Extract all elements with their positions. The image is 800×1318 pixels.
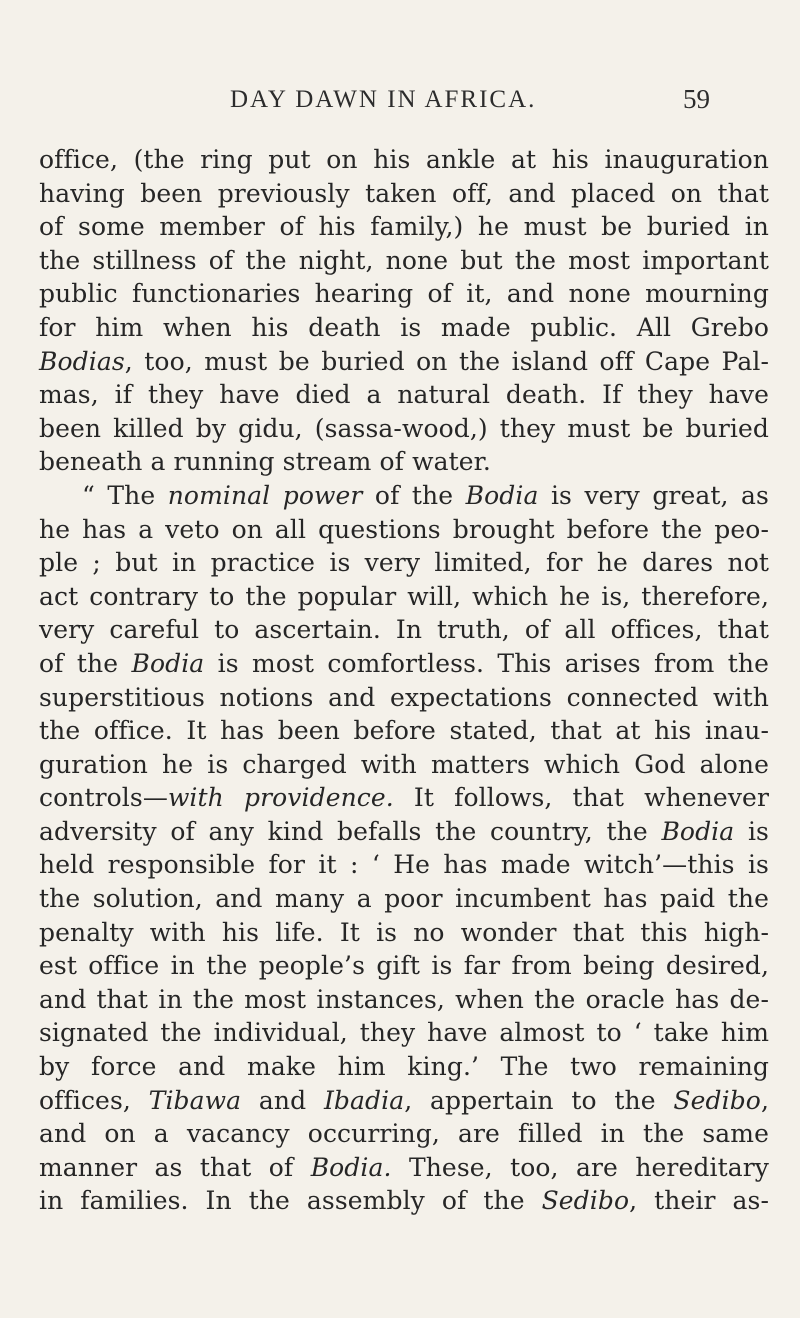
text-line [39,1184,769,1218]
text-run: ple ; but in practice is very limited, for he dares not [39,548,769,578]
page-number: 59 [683,84,710,114]
text-run: , [760,1085,769,1115]
text-line [39,681,769,715]
text-run: and [241,1085,324,1115]
text-line [39,479,769,513]
text-run: is most comfortless. This arises from the [204,648,769,678]
text-run: and that in the most instances, when the oracle has de- [39,984,769,1014]
italic-text: with providence. [167,783,394,813]
italic-text: Tibawa [148,1085,242,1115]
text-run: the solution, and many a poor incumbent has paid the [39,884,769,914]
text-run: office, (the ring put on his ankle at his inauguration [39,145,769,174]
text-run: superstitious notions and expectations connected with [39,682,769,712]
text-line [39,311,769,345]
text-run: is [734,816,769,846]
italic-text: Ibadia [323,1085,405,1115]
text-run: controls— [39,783,168,813]
text-run: is very great, as [538,480,769,510]
text-line [39,916,769,950]
text-run: by force and make him king.’ The two remaining [39,1052,769,1082]
text-line [39,412,769,446]
text-line [39,143,769,177]
text-run: , their as- [629,1186,769,1216]
text-run: signated the individual, they have almost to ‘ take him [39,1018,769,1048]
text-line [39,1084,769,1118]
text-run: and on a vacancy occurring, are filled in the same [39,1119,769,1149]
text-run: mas, if they have died a natural death. If they have [39,380,769,410]
text-line [39,244,769,278]
text-line [39,580,769,614]
text-line [39,546,769,580]
text-line [39,848,769,882]
text-line [39,983,769,1017]
text-line [39,882,769,916]
text-run: , too, must be buried on the island off Cape Pal- [124,346,769,376]
text-run: the office. It has been before stated, that at his inau- [39,716,769,746]
text-run: “ The [82,480,168,510]
italic-text: Bodia [131,648,205,678]
text-line [39,815,769,849]
text-run: in families. In the assembly of the [39,1186,542,1216]
text-run: held responsible for it : ‘ He has made witch’—this is [39,850,769,880]
text-line [39,714,769,748]
italic-text: nominal power [167,480,363,510]
running-title: DAY DAWN IN AFRICA. [230,86,537,113]
text-run: public functionaries hearing of it, and none mourning [39,279,769,309]
italic-text: Bodia [661,816,735,846]
italic-text: Bodias [39,346,125,376]
text-line [39,647,769,681]
text-line [39,748,769,782]
body-text [39,143,769,1218]
italic-text: Sedibo [541,1186,630,1216]
text-line [39,781,769,815]
text-line [39,1151,769,1185]
text-run: penalty with his life. It is no wonder that this high- [39,917,769,947]
text-line [39,949,769,983]
text-run: of some member of his family,) he must be buried in [39,212,769,242]
text-line [39,613,769,647]
text-line [39,378,769,412]
text-run: guration he is charged with matters which God alone [39,749,769,779]
text-run: very careful to ascertain. In truth, of all offices, that [39,615,769,645]
text-run: It follows, that whenever [393,783,769,813]
text-line [39,177,769,211]
text-run: the stillness of the night, none but the most important [39,245,769,275]
text-run: offices, [39,1085,149,1115]
text-line [39,210,769,244]
text-run: for him when his death is made public. All Grebo [39,312,769,342]
italic-text: Bodia. [310,1152,392,1182]
text-run: he has a veto on all questions brought before the peo- [39,514,769,544]
text-run: adversity of any kind befalls the country, the [39,816,662,846]
italic-text: Bodia [465,480,539,510]
text-line [39,277,769,311]
text-run: beneath a running stream of water. [39,447,491,477]
text-run: been killed by gidu, (sassa-wood,) they must be buried [39,413,769,443]
text-line [39,1050,769,1084]
text-run: of the [39,648,132,678]
text-line [39,345,769,379]
text-line [39,1016,769,1050]
text-run: These, too, are hereditary [391,1152,769,1182]
text-run: , appertain to the [404,1085,674,1115]
text-run: of the [362,480,466,510]
italic-text: Sedibo [673,1085,761,1115]
text-run: est office in the people’s gift is far from being desired, [39,951,769,981]
text-run: having been previously taken off, and placed on that [39,178,769,208]
text-line [39,513,769,547]
text-run: manner as that of [39,1152,311,1182]
text-line [39,1117,769,1151]
text-line [39,445,769,479]
text-run: act contrary to the popular will, which he is, therefore, [39,581,769,611]
